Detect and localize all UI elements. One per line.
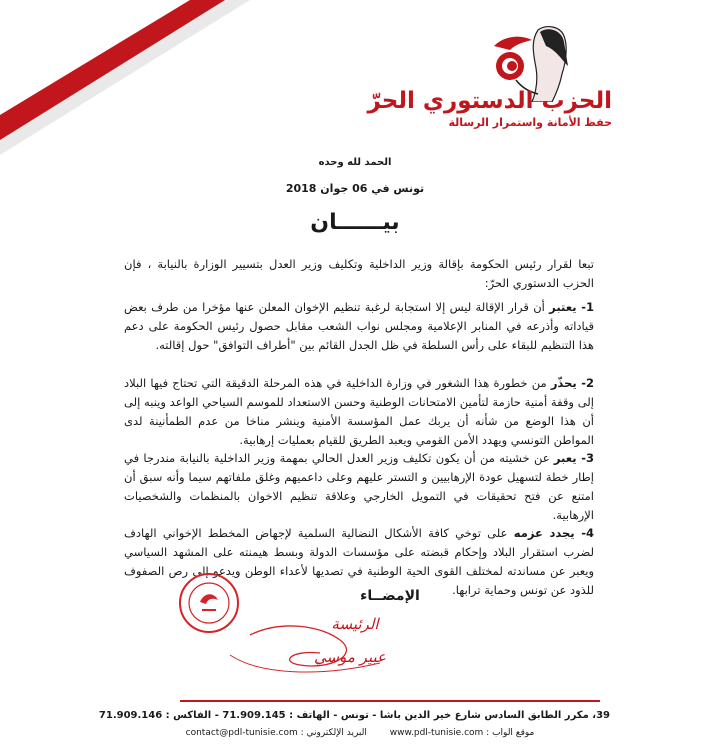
signatory-role: الرئيسة	[331, 615, 379, 633]
signatory-name: عبير موسي	[314, 648, 386, 666]
paragraph-text: عن خشيته من أن يكون تكليف وزير العدل الحالي بمهمة وزير الداخلية بالنيابة مندرجا في إطار خطة لتسهيل عودة الإرهابيين و التستر عليهم وعلى داعميهم وغلق ملفاتهم سيما وأنه سبق أن امتنع عن فتح تحقيقات في التمويل الخارجي وعلاقة تنظيم الاخوان بالمنظمات والشخصيات الإرهابية.	[124, 451, 594, 522]
footer-contact	[110, 728, 610, 738]
statement-date: تونس في 06 جوان 2018	[285, 182, 425, 195]
paragraph-text: على توخي كافة الأشكال النضالية السلمية لإجهاض المخطط الإخواني الهادف لضرب استقرار البلاد وإحكام قبضته على مؤسسات الدولة وبسط هيمنته على المشهد السياسي ويعبر عن مساندته لمختلف القوى الحية الوطنية في تصديها لأعداء الوطن ويدعو إلى رص الصفوف للذود عن تونس وحماية ترابها.	[124, 526, 594, 597]
footer-email[interactable]: البريد الإلكتروني : contact@pdl-tunisie.com	[185, 728, 367, 738]
praise-line: الحمد لله وحده	[318, 157, 392, 168]
paragraph-lead: 1- يعتبر	[549, 300, 594, 314]
paragraph-lead: 3- يعبر	[553, 451, 595, 465]
paragraph-lead: 2- يحذّر	[550, 376, 594, 390]
intro-paragraph	[124, 255, 594, 293]
signature-label: الإمضــاء	[360, 588, 420, 604]
footer-website[interactable]: موقع الواب : www.pdl-tunisie.com	[389, 728, 535, 738]
red-diagonal-band	[0, 0, 710, 160]
paragraph-lead: 4- يجدد عزمه	[513, 526, 594, 540]
statement-title: بيــــــان	[310, 210, 400, 235]
party-name: الحزب الدستوري الحرّ	[367, 88, 612, 114]
intro-text: تبعا لقرار رئيس الحكومة بإقالة وزير الداخلية وتكليف وزير العدل بتسيير الوزارة بالنيابة ، فإن الحزب الدستوري الحرّ:	[124, 257, 594, 290]
paragraph-text: أن قرار الإقالة ليس إلا استجابة لرغبة تنظيم الإخوان المعلن عنها مؤخرا من طرف بعض قياداته وأذرعه في المنابر الإعلامية ومجلس نواب الشعب مقابل حصول رئيس الحكومة على دعم هذا التنظيم للبقاء على رأس السلطة في ظل الجدل القائم بين "أطراف التوافق" حول إقالته.	[124, 300, 594, 352]
paragraph-3	[124, 449, 594, 525]
footer-divider	[180, 700, 600, 702]
paragraph-text: من خطورة هذا الشغور في وزارة الداخلية في هذه المرحلة الدقيقة التي تحتاج فيها البلاد إلى وقفة أمنية حازمة لتأمين الامتحانات الوطنية وحسن الاستعداد للموسم السياحي الواعد وينبه إلى أن هذا الوضع من شأنه أن يربك عمل المؤسسة الأمنية وينشر مناخا من عدم الطمأنينة لدى المواطن التونسي ويهدد الأمن القومي ويعبد الطريق للقيام بعمليات إرهابية.	[124, 376, 594, 447]
paragraph-2	[124, 374, 594, 450]
party-slogan: حفظ الأمانة واستمرار الرسالة	[448, 116, 612, 129]
footer-address: 39، مكرر الطابق السادس شارع خير الدين باشا - تونس - الهاتف : 71.909.145 - الفاكس : 71.909.146	[98, 710, 610, 721]
paragraph-1	[124, 298, 594, 355]
